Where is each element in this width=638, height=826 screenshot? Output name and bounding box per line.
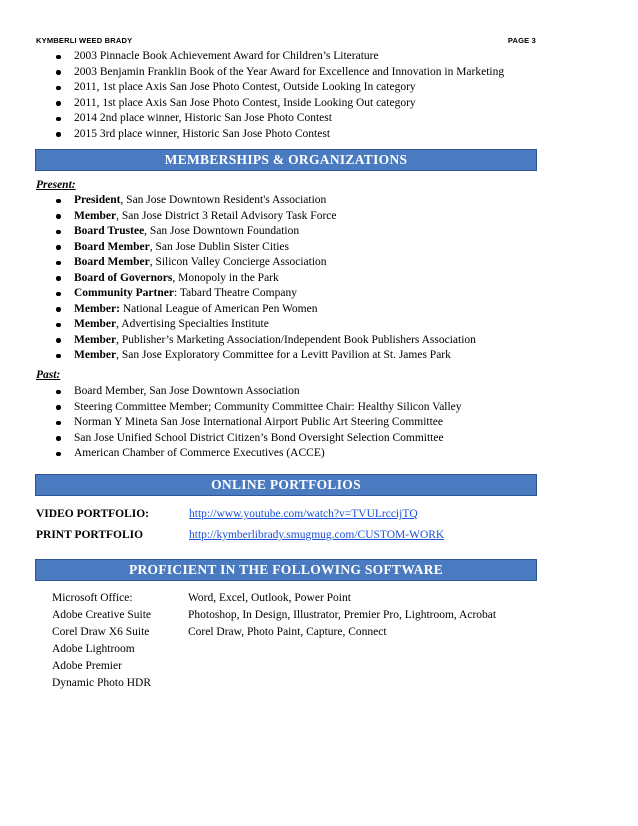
- list-item: 2014 2nd place winner, Historic San Jose Photo Contest: [36, 111, 504, 127]
- member-org: National League of American Pen Women: [119, 302, 318, 315]
- video-portfolio-link[interactable]: http://www.youtube.com/watch?v=TVULrccijTQ: [189, 508, 418, 520]
- member-role: Board Trustee: [74, 225, 145, 237]
- list-item: Steering Committee Member; Community Committee Chair: Healthy Silicon Valley: [36, 400, 462, 416]
- list-item: [36, 302, 476, 318]
- list-item: 2011, 1st place Axis San Jose Photo Contest, Inside Looking Out category: [36, 96, 504, 112]
- member-role: Member: [74, 318, 117, 330]
- software-heading: PROFICIENT IN THE FOLLOWING SOFTWARE: [35, 559, 537, 581]
- software-detail: Photoshop, In Design, Illustrator, Premier Pro, Lightroom, Acrobat: [188, 609, 497, 621]
- software-name: Adobe Premier: [52, 660, 122, 672]
- print-portfolio-link[interactable]: http://kymberlibrady.smugmug.com/CUSTOM-WORK: [189, 529, 445, 541]
- software-name: Dynamic Photo HDR: [52, 677, 152, 689]
- member-role: Member: [74, 333, 117, 346]
- awards-list: [36, 49, 504, 142]
- list-item: [36, 271, 476, 287]
- member-org: , San Jose Exploratory Committee for a Levitt Pavilion at St. James Park: [116, 349, 451, 361]
- software-name: Adobe Creative Suite: [52, 609, 152, 621]
- member-org: , San Jose Downtown Foundation: [144, 225, 300, 237]
- list-item: [36, 348, 476, 364]
- present-memberships-list: [36, 193, 476, 364]
- member-role: Board of Governors: [74, 271, 173, 284]
- software-name: Adobe Lightroom: [52, 643, 135, 655]
- list-item: Norman Y Mineta San Jose International Airport Public Art Steering Committee: [36, 415, 462, 431]
- software-name: Corel Draw X6 Suite: [52, 626, 150, 638]
- member-role: Community Partner: [74, 287, 174, 299]
- list-item: 2003 Pinnacle Book Achievement Award for Children’s Literature: [36, 49, 504, 65]
- member-org: , Publisher’s Marketing Association/Independent Book Publishers Association: [116, 333, 476, 346]
- header-name: KYMBERLI WEED BRADY: [36, 36, 133, 45]
- member-org: , San Jose District 3 Retail Advisory Task Force: [116, 209, 337, 222]
- member-org: , San Jose Downtown Resident's Association: [120, 194, 327, 206]
- member-org: , San Jose Dublin Sister Cities: [149, 240, 289, 253]
- list-item: American Chamber of Commerce Executives (ACCE): [36, 446, 462, 462]
- list-item: San Jose Unified School District Citizen’s Bond Oversight Selection Committee: [36, 431, 462, 447]
- past-memberships-list: [36, 384, 462, 462]
- list-item: [36, 240, 476, 256]
- software-detail: Corel Draw, Photo Paint, Capture, Connect: [188, 626, 387, 638]
- member-role: Board Member: [74, 240, 150, 253]
- member-org: , Advertising Specialties Institute: [116, 318, 269, 330]
- list-item: 2015 3rd place winner, Historic San Jose Photo Contest: [36, 127, 504, 143]
- member-org: , Silicon Valley Concierge Association: [149, 256, 327, 268]
- list-item: [36, 286, 476, 302]
- video-portfolio-label: VIDEO PORTFOLIO:: [36, 508, 150, 520]
- list-item: [36, 193, 476, 209]
- list-item: [36, 333, 476, 349]
- member-role: Board Member: [74, 256, 150, 268]
- list-item: [36, 255, 476, 271]
- present-label: Present:: [36, 179, 76, 191]
- member-role: Member: [74, 349, 117, 361]
- past-label: Past:: [36, 369, 61, 381]
- list-item: [36, 317, 476, 333]
- memberships-heading: MEMBERSHIPS & ORGANIZATIONS: [35, 149, 537, 171]
- list-item: 2011, 1st place Axis San Jose Photo Contest, Outside Looking In category: [36, 80, 504, 96]
- member-role: Member: [74, 209, 117, 222]
- software-name: Microsoft Office:: [52, 592, 133, 604]
- print-portfolio-label: PRINT PORTFOLIO: [36, 529, 144, 541]
- portfolios-heading: ONLINE PORTFOLIOS: [35, 474, 537, 496]
- member-org: : Tabard Theatre Company: [173, 287, 297, 299]
- page-header: [36, 36, 536, 45]
- member-role: President: [74, 194, 121, 206]
- list-item: [36, 209, 476, 225]
- member-role: Member:: [74, 302, 120, 315]
- list-item: Board Member, San Jose Downtown Association: [36, 384, 462, 400]
- list-item: [36, 224, 476, 240]
- member-org: , Monopoly in the Park: [172, 271, 279, 284]
- header-page-number: PAGE 3: [507, 36, 536, 45]
- list-item: 2003 Benjamin Franklin Book of the Year Award for Excellence and Innovation in Marketing: [36, 65, 504, 81]
- software-detail: Word, Excel, Outlook, Power Point: [188, 592, 351, 604]
